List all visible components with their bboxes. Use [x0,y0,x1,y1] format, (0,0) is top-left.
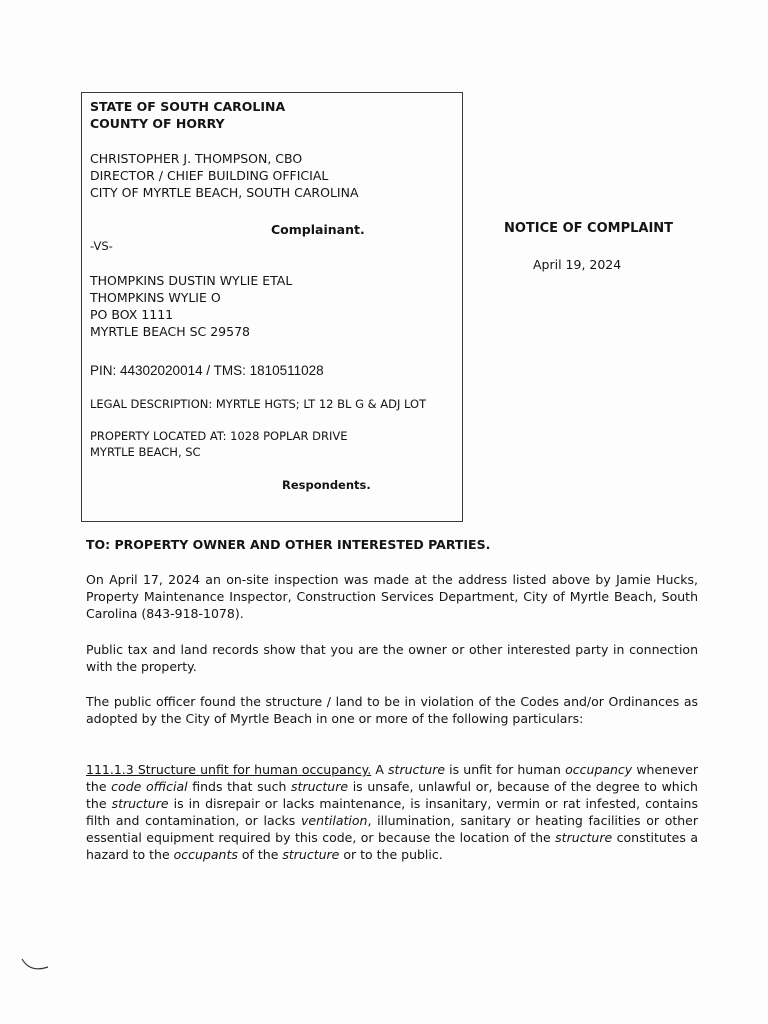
code-text: is in disrepair or lacks maintenance, is insanitary, vermin or rat infested, contains filth and contamination, or lacks [86,796,698,828]
state-line: STATE OF SOUTH CAROLINA [90,99,286,114]
code-term: structure [282,847,340,862]
code-text: is unsafe, unlawful or, because of the degree to which the [86,779,698,811]
code-text: whenever the [86,762,699,794]
code-term: ventilation [301,813,368,828]
case-caption-box [81,92,463,522]
county-line: COUNTY OF HORRY [90,116,225,131]
code-text: , illumination, sanitary or heating facilities or other essential equipment required by this code, or because the location of the [86,813,699,845]
code-term: structure [555,830,613,845]
code-text: A [371,762,389,777]
respondents-label: Respondents. [282,478,371,492]
code-term: occupants [173,847,238,862]
scan-mark [20,955,50,975]
code-text: finds that such [187,779,292,794]
property-location-1: PROPERTY LOCATED AT: 1028 POPLAR DRIVE [90,429,348,443]
code-term: structure [111,796,169,811]
to-line: TO: PROPERTY OWNER AND OTHER INTERESTED PARTIES. [86,537,491,552]
complainant-label: Complainant. [271,222,365,237]
code-text: constitutes a hazard to the [86,830,698,862]
code-section-paragraph [86,761,698,863]
code-term: structure [388,762,446,777]
respondent-address-1: PO BOX 1111 [90,307,174,322]
notice-date: April 19, 2024 [533,257,622,272]
code-term: structure [291,779,349,794]
respondent-name-1: THOMPKINS DUSTIN WYLIE ETAL [90,273,293,288]
code-text: is unfit for human [445,762,566,777]
code-section-heading: 111.1.3 Structure unfit for human occupancy. [86,762,372,777]
complainant-city: CITY OF MYRTLE BEACH, SOUTH CAROLINA [90,185,359,200]
complainant-title: DIRECTOR / CHIEF BUILDING OFFICIAL [90,168,329,183]
pin-tms-line: PIN: 44302020014 / TMS: 1810511028 [90,363,324,378]
property-location-2: MYRTLE BEACH, SC [90,445,201,459]
complainant-name: CHRISTOPHER J. THOMPSON, CBO [90,151,303,166]
code-term: code official [111,779,188,794]
code-text: of the [237,847,283,862]
legal-description: LEGAL DESCRIPTION: MYRTLE HGTS; LT 12 BL G & ADJ LOT [90,397,427,411]
violation-paragraph: The public officer found the structure / land to be in violation of the Codes and/or Ordinances as adopted by the City of Myrtle Beach in one or more of the following particulars: [86,694,698,726]
code-term: occupancy [565,762,633,777]
inspection-paragraph: On April 17, 2024 an on-site inspection was made at the address listed above by Jamie Hucks, Property Maintenance Inspector, Construction Services Department, City of Myrtle Beach, South Carolina (843-918-1078). [86,572,698,621]
records-paragraph: Public tax and land records show that you are the owner or other interested party in connection with the property. [86,642,698,674]
versus-label: -VS- [90,239,113,253]
notice-title: NOTICE OF COMPLAINT [504,221,674,236]
code-text: or to the public. [339,847,443,862]
respondent-address-2: MYRTLE BEACH SC 29578 [90,324,250,339]
respondent-name-2: THOMPKINS WYLIE O [90,290,221,305]
